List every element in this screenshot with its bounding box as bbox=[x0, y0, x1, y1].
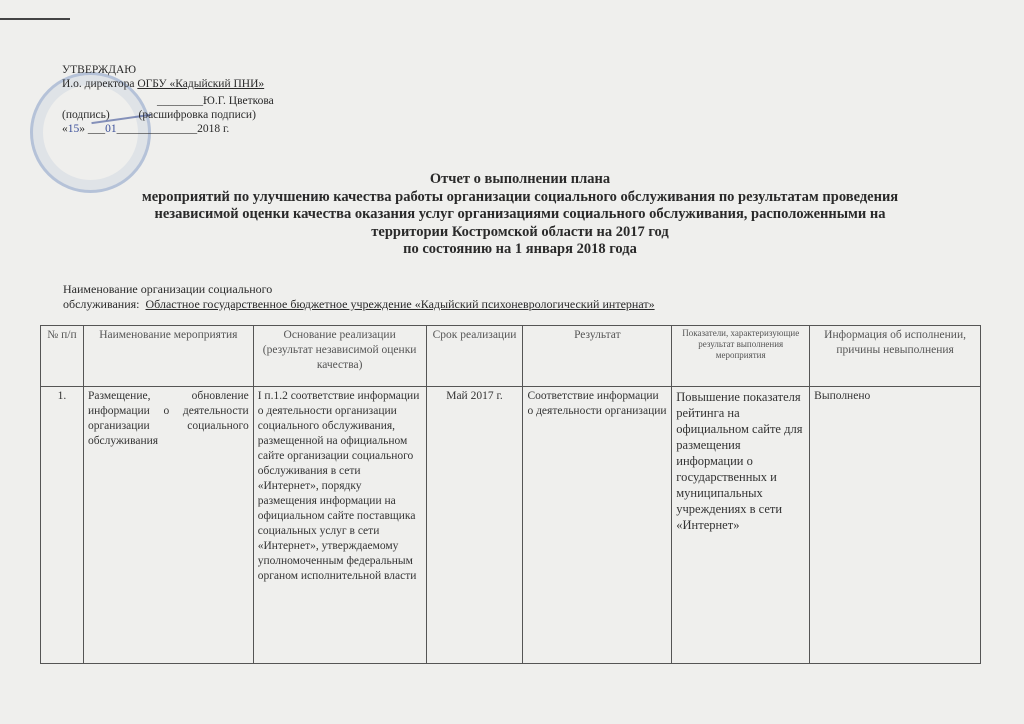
page-title bbox=[100, 171, 940, 259]
header-term: Срок реализации bbox=[426, 326, 523, 387]
cell-result: Соответствие информации о деятельности организации bbox=[523, 387, 672, 664]
title-line: по состоянию на 1 января 2018 года bbox=[403, 241, 637, 257]
header-info: Информация об исполнении, причины невыполнения bbox=[810, 326, 981, 387]
cell-basis: I п.1.2 соответствие информации о деятельности организации социального обслуживания, размещенной на официальном сайте организации социального обслуживания в сети «Интернет», порядку размещения информации на официальном сайте поставщика социальных услуг в сети «Интернет», утверждаемому уполномоченным федеральным органом исполнительной власти bbox=[253, 387, 426, 664]
approval-position: И.о. директора bbox=[62, 78, 135, 90]
approval-block: УТВЕРЖДАЮ И.о. директора ОГБУ «Кадыйский ПНИ» ________Ю.Г. Цветкова (подпись) (расшифровка подписи) «15» ___01______________2018 г. bbox=[62, 64, 274, 135]
header-num: № п/п bbox=[41, 326, 84, 387]
title-line: Отчет о выполнении плана bbox=[429, 171, 611, 187]
header-indicators: Показатели, характеризующие результат выполнения мероприятия bbox=[672, 326, 810, 387]
cell-info: Выполнено bbox=[810, 387, 981, 664]
date-month: 01 bbox=[105, 123, 117, 135]
table-header-row bbox=[41, 326, 981, 387]
org-label: Наименование организации социального bbox=[63, 282, 273, 296]
header-result: Результат bbox=[523, 326, 672, 387]
org-label: обслуживания: bbox=[63, 297, 140, 311]
cell-indicators: Повышение показателя рейтинга на официальном сайте для размещения информации о государственных и муниципальных учреждениях в сети «Интернет» bbox=[672, 387, 810, 664]
date-year: 2018 г. bbox=[197, 123, 230, 135]
decoding-label: (расшифровка подписи) bbox=[138, 109, 256, 121]
header-basis: Основание реализации (результат независимой оценки качества) bbox=[253, 326, 426, 387]
date-day: 15 bbox=[67, 123, 80, 135]
table-row bbox=[41, 387, 981, 664]
report-table bbox=[40, 325, 981, 664]
approval-heading: УТВЕРЖДАЮ bbox=[62, 64, 137, 76]
cell-name: Размещение, обновление информации о деятельности организации социального обслуживания bbox=[83, 387, 253, 664]
title-line: независимой оценки качества оказания услуг организациями социального обслуживания, расположенными на bbox=[154, 206, 886, 222]
signature-label: (подпись) bbox=[62, 109, 110, 121]
cell-num: 1. bbox=[41, 387, 84, 664]
org-value: Областное государственное бюджетное учреждение «Кадыйский психоневрологический интернат» bbox=[145, 297, 655, 311]
title-line: территории Костромской области на 2017 год bbox=[371, 223, 669, 240]
approval-signer: Ю.Г. Цветкова bbox=[203, 95, 274, 107]
title-line: мероприятий по улучшению качества работы организации социального обслуживания по результатам проведения bbox=[141, 188, 899, 205]
scan-edge-mark bbox=[0, 18, 70, 20]
header-name: Наименование мероприятия bbox=[83, 326, 253, 387]
organization-name bbox=[63, 282, 655, 312]
cell-term: Май 2017 г. bbox=[426, 387, 523, 664]
approval-organization: ОГБУ «Кадыйский ПНИ» bbox=[137, 78, 265, 90]
